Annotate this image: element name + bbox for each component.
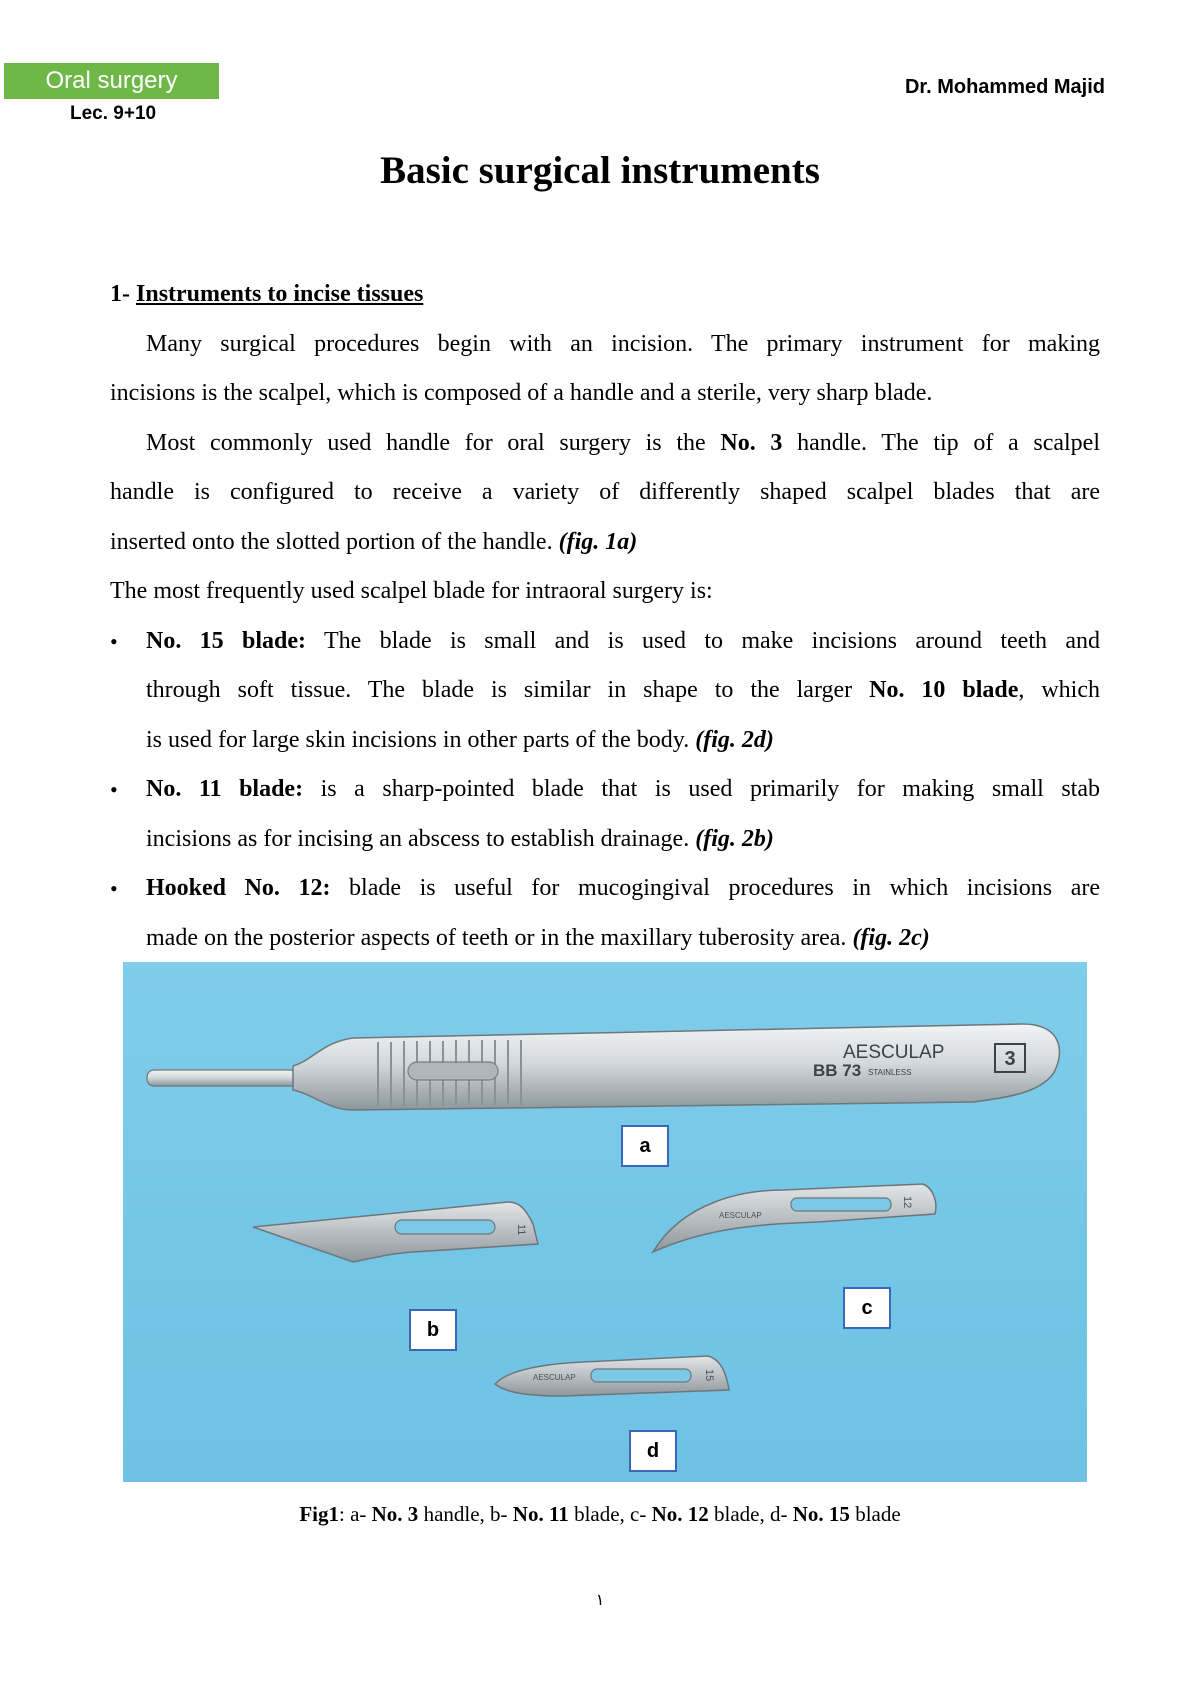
text-run: handle, b- bbox=[418, 1502, 513, 1526]
text-run: blade bbox=[849, 1502, 901, 1526]
figure-reference: (fig. 2d) bbox=[695, 726, 774, 753]
text-run-bold: No. 10 blade bbox=[869, 677, 1019, 703]
lecture-number: Lec. 9+10 bbox=[70, 103, 157, 124]
text-run: blade, d- bbox=[708, 1502, 793, 1526]
text-run-bold: No. 11 bbox=[512, 1502, 569, 1526]
blade-c-brand: AESCULAP bbox=[719, 1211, 762, 1220]
bullet-term: Hooked No. 12: bbox=[146, 875, 331, 901]
text-run-bold: No. 12 bbox=[651, 1502, 709, 1526]
document-body bbox=[110, 270, 1100, 963]
figure-reference: (fig. 2c) bbox=[852, 924, 930, 951]
figure-reference: (fig. 1a) bbox=[558, 528, 638, 555]
text-run: Many surgical procedures begin with an incision. The primary instrument for making bbox=[146, 330, 1100, 357]
bullet-item bbox=[110, 617, 1100, 667]
caption-label: Fig1 bbox=[299, 1502, 339, 1526]
text-run: , which bbox=[1018, 677, 1100, 703]
bullet-continuation bbox=[110, 716, 1100, 766]
text-run: : a- bbox=[338, 1502, 372, 1526]
course-tag: Oral surgery bbox=[4, 63, 219, 99]
paragraph-line bbox=[110, 567, 1100, 617]
text-run: blade is useful for mucogingival procedures in which incisions are bbox=[330, 875, 1100, 901]
text-run: made on the posterior aspects of teeth or in the maxillary tuberosity area. bbox=[146, 924, 853, 951]
blade-d-brand: AESCULAP bbox=[533, 1373, 576, 1382]
text-run: through soft tissue. The blade is similar in shape to the larger bbox=[146, 677, 870, 703]
text-run-bold: No. 3 bbox=[720, 429, 783, 456]
page-title: Basic surgical instruments bbox=[380, 149, 820, 192]
text-run: inserted onto the slotted portion of the handle. bbox=[110, 528, 559, 555]
label-d: d bbox=[629, 1430, 677, 1472]
section-title: Instruments to incise tissues bbox=[136, 281, 424, 307]
bullet-continuation bbox=[110, 666, 1100, 716]
bullet-item bbox=[110, 765, 1100, 815]
blade-12 bbox=[653, 1184, 936, 1252]
bullet-continuation bbox=[110, 815, 1100, 865]
paragraph-line bbox=[110, 468, 1100, 518]
label-b: b bbox=[409, 1309, 457, 1351]
paragraph-line bbox=[110, 518, 1100, 568]
page-number: ١ bbox=[595, 1592, 605, 1609]
figure-caption bbox=[0, 1502, 1200, 1527]
text-run: is used for large skin incisions in other parts of the body. bbox=[146, 726, 696, 753]
text-run-bold: No. 15 bbox=[792, 1502, 850, 1526]
text-run: handle. The tip of a scalpel bbox=[782, 429, 1100, 456]
blade-b-number: 11 bbox=[515, 1224, 527, 1236]
handle-stainless: STAINLESS bbox=[868, 1068, 912, 1077]
figure-reference: (fig. 2b) bbox=[695, 825, 774, 852]
text-run: The most frequently used scalpel blade for intraoral surgery is: bbox=[110, 578, 713, 604]
section-heading bbox=[110, 270, 1100, 320]
text-run-bold: No. 3 bbox=[371, 1502, 419, 1526]
blade-d-number: 15 bbox=[703, 1369, 715, 1382]
paragraph-line bbox=[110, 320, 1100, 370]
bullet-term: No. 15 blade: bbox=[146, 627, 307, 654]
handle-brand: AESCULAP bbox=[843, 1042, 945, 1063]
section-number: 1- bbox=[110, 281, 130, 307]
text-run: incisions is the scalpel, which is composed of a handle and a sterile, very sharp blade. bbox=[110, 380, 933, 406]
blade-11 bbox=[253, 1202, 538, 1262]
scalpel-figure bbox=[123, 962, 1087, 1482]
text-run: handle is configured to receive a variety of differently shaped scalpel blades that are bbox=[110, 479, 1100, 505]
label-a: a bbox=[621, 1125, 669, 1167]
text-run: blade, c- bbox=[568, 1502, 652, 1526]
bullet-item bbox=[110, 864, 1100, 914]
handle-model: BB 73 bbox=[813, 1061, 862, 1080]
author-name: Dr. Mohammed Majid bbox=[904, 76, 1105, 98]
paragraph-line bbox=[110, 419, 1100, 469]
handle-size: 3 bbox=[1004, 1048, 1016, 1070]
label-c: c bbox=[843, 1287, 891, 1329]
bullet-continuation bbox=[110, 914, 1100, 964]
bullet-term: No. 11 blade: bbox=[146, 776, 304, 802]
text-run: The blade is small and is used to make incisions around teeth and bbox=[306, 627, 1100, 654]
text-run: incisions as for incising an abscess to establish drainage. bbox=[146, 825, 696, 852]
scalpel-illustration bbox=[123, 962, 1087, 1482]
paragraph-line bbox=[110, 369, 1100, 419]
blade-c-number: 12 bbox=[901, 1196, 913, 1209]
text-run: Most commonly used handle for oral surgery is the bbox=[146, 429, 721, 456]
blade-15 bbox=[495, 1356, 729, 1396]
scalpel-handle bbox=[147, 1024, 1059, 1110]
text-run: is a sharp-pointed blade that is used primarily for making small stab bbox=[303, 776, 1100, 802]
